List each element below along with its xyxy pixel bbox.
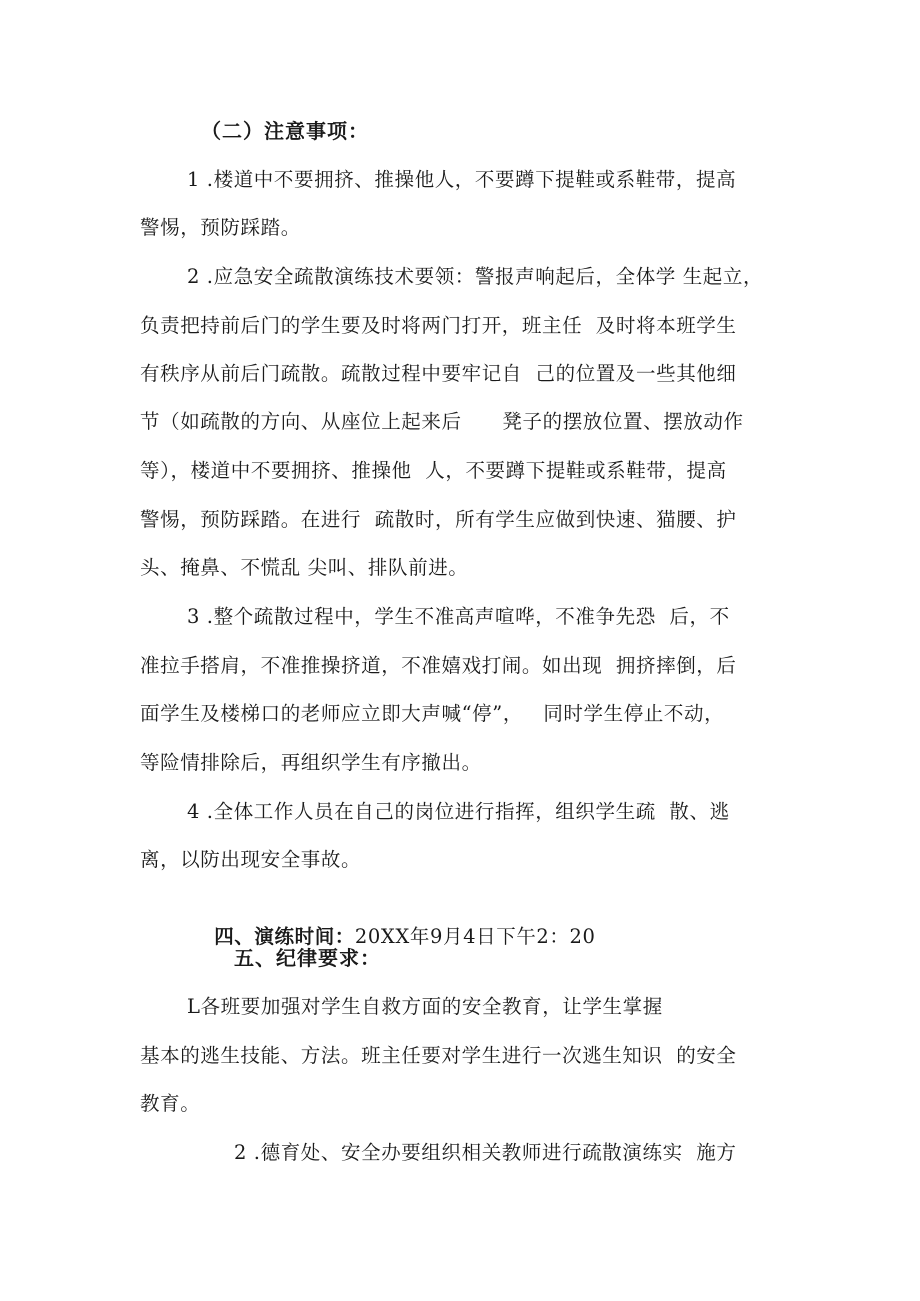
item-1-line-2: 警惕，预防踩踏。 [140, 216, 301, 239]
discipline-1-line-1: L各班要加强对学生自救方面的安全教育，让学生掌握 [187, 995, 663, 1018]
item-2-line-5: 等），楼道中不要拥挤、推操他 人，不要蹲下提鞋或系鞋带，提高 [140, 459, 727, 482]
item-3-line-1: 3 .整个疏散过程中，学生不准高声喧哗，不准争先恐 后，不 [187, 605, 730, 628]
item-2-line-6: 警惕，预防踩踏。在进行 疏散时，所有学生应做到快速、猫腰、护 [140, 508, 737, 531]
item-2-line-4: 节（如疏散的方向、从座位上起来后 凳子的摆放位置、摆放动作 [140, 410, 744, 433]
discipline-1-line-3: 教育。 [140, 1092, 201, 1115]
item-2-line-3: 有秩序从前后门疏散。疏散过程中要牢记自 己的位置及一些其他细 [140, 362, 737, 385]
item-2-line-1: 2 .应急安全疏散演练技术要领：警报声响起后，全体学 生起立， [187, 265, 764, 288]
section-4-label: 四、演练时间： [214, 925, 355, 948]
item-4-line-2: 离，以防出现安全事故。 [140, 848, 362, 871]
item-2-line-7: 头、掩鼻、不慌乱 尖叫、排队前进。 [140, 556, 469, 579]
section-5-heading: 五、纪律要求： [234, 946, 381, 970]
item-4-line-1: 4 .全体工作人员在自己的岗位进行指挥，组织学生疏 散、逃 [187, 800, 730, 823]
item-3-line-4: 等险情排除后，再组织学生有序撤出。 [140, 751, 482, 774]
discipline-2-line-1: 2 .德育处、安全办要组织相关教师进行疏散演练实 施方 [234, 1141, 737, 1164]
item-2-line-2: 负责把持前后门的学生要及时将两门打开，班主任 及时将本班学生 [140, 314, 737, 337]
section-heading-attention: （二）注意事项： [201, 119, 369, 143]
section-4-value: 20XX年9月4日下午2：20 [354, 925, 596, 948]
discipline-1-line-2: 基本的逃生技能、方法。班主任要对学生进行一次逃生知识 的安全 [140, 1044, 737, 1067]
item-3-line-3: 面学生及楼梯口的老师应立即大声喊“停”， 同时学生停止不动， [140, 702, 725, 725]
item-3-line-2: 准拉手搭肩，不准推操挤道，不准嬉戏打闹。如出现 拥挤摔倒，后 [140, 654, 737, 677]
item-1-line-1: 1 .楼道中不要拥挤、推操他人，不要蹲下提鞋或系鞋带，提高 [187, 168, 737, 191]
